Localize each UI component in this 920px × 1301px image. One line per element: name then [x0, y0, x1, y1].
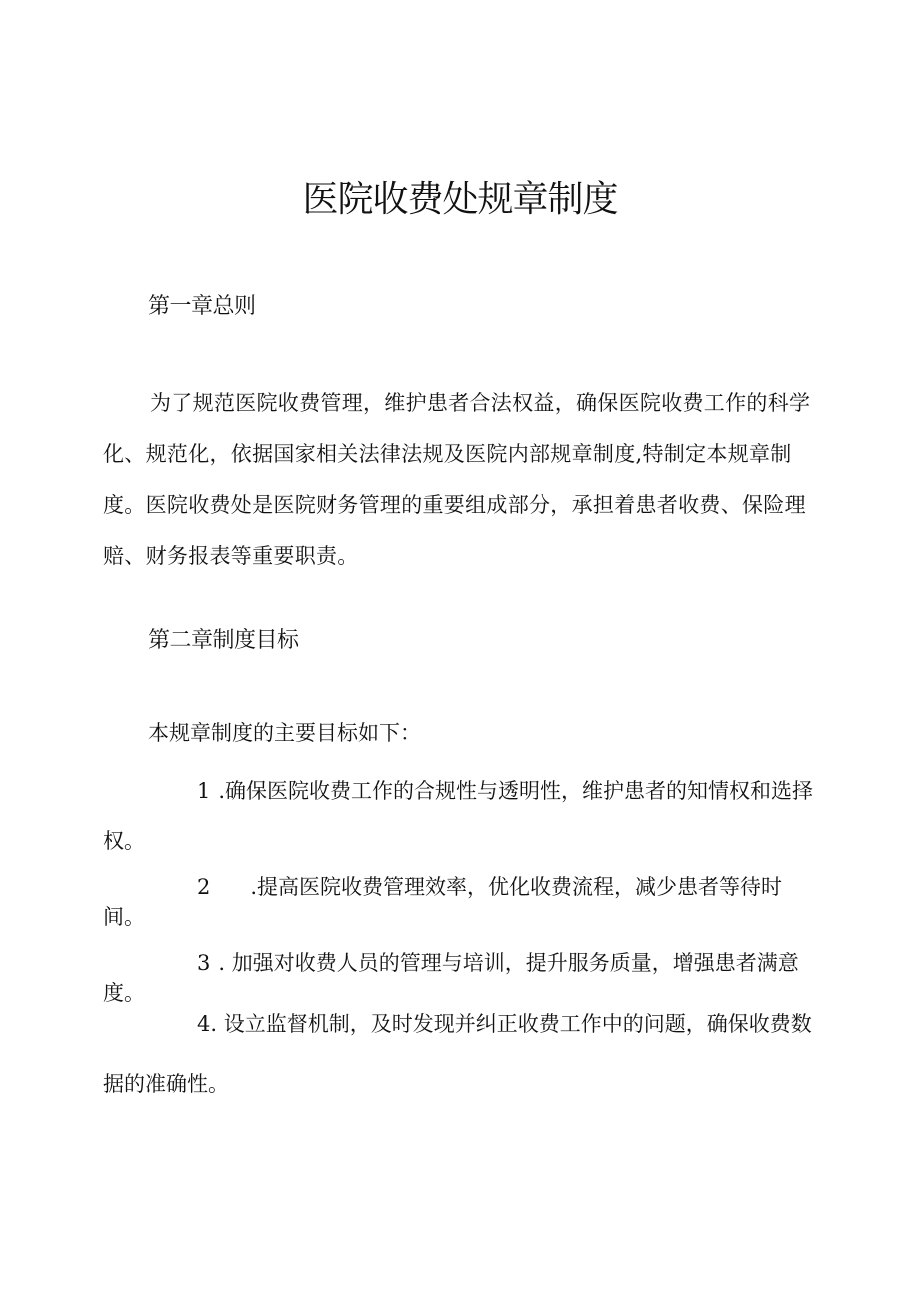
goal-item-text: .提高医院收费管理效率，优化收费流程，减少患者等待时间。 [103, 875, 783, 929]
goal-item-number: 1 [197, 779, 211, 803]
goal-item-number: 2 [197, 875, 211, 899]
goal-item-text: . 设立监督机制，及时发现并纠正收费工作中的问题，确保收费数据的准确性。 [103, 1012, 812, 1096]
chapter-1-heading: 第一章总则 [148, 294, 256, 319]
goal-item-number: 3 [197, 951, 211, 975]
goal-item-text: . 加强对收费人员的管理与培训，提升服务质量，增强患者满意度。 [103, 951, 799, 1005]
goal-item-2 [103, 872, 823, 932]
goal-item-4 [103, 994, 823, 1114]
goal-item-text: .确保医院收费工作的合规性与透明性，维护患者的知情权和选择权。 [103, 779, 814, 853]
chapter-2-heading: 第二章制度目标 [148, 628, 299, 653]
chapter-2-intro: 本规章制度的主要目标如下： [148, 721, 421, 745]
goal-item-number: 4 [197, 1012, 211, 1036]
goal-item-1 [103, 766, 823, 866]
document-title: 医院收费处规章制度 [302, 179, 618, 220]
chapter-1-paragraph: 为了规范医院收费管理，维护患者合法权益，确保医院收费工作的科学化、规范化，依据国家相关法律法规及医院内部规章制度,特制定本规章制度。医院收费处是医院财务管理的重要组成部分，承担着患者收费、保险理赔、财务报表等重要职责。 [103, 391, 811, 568]
